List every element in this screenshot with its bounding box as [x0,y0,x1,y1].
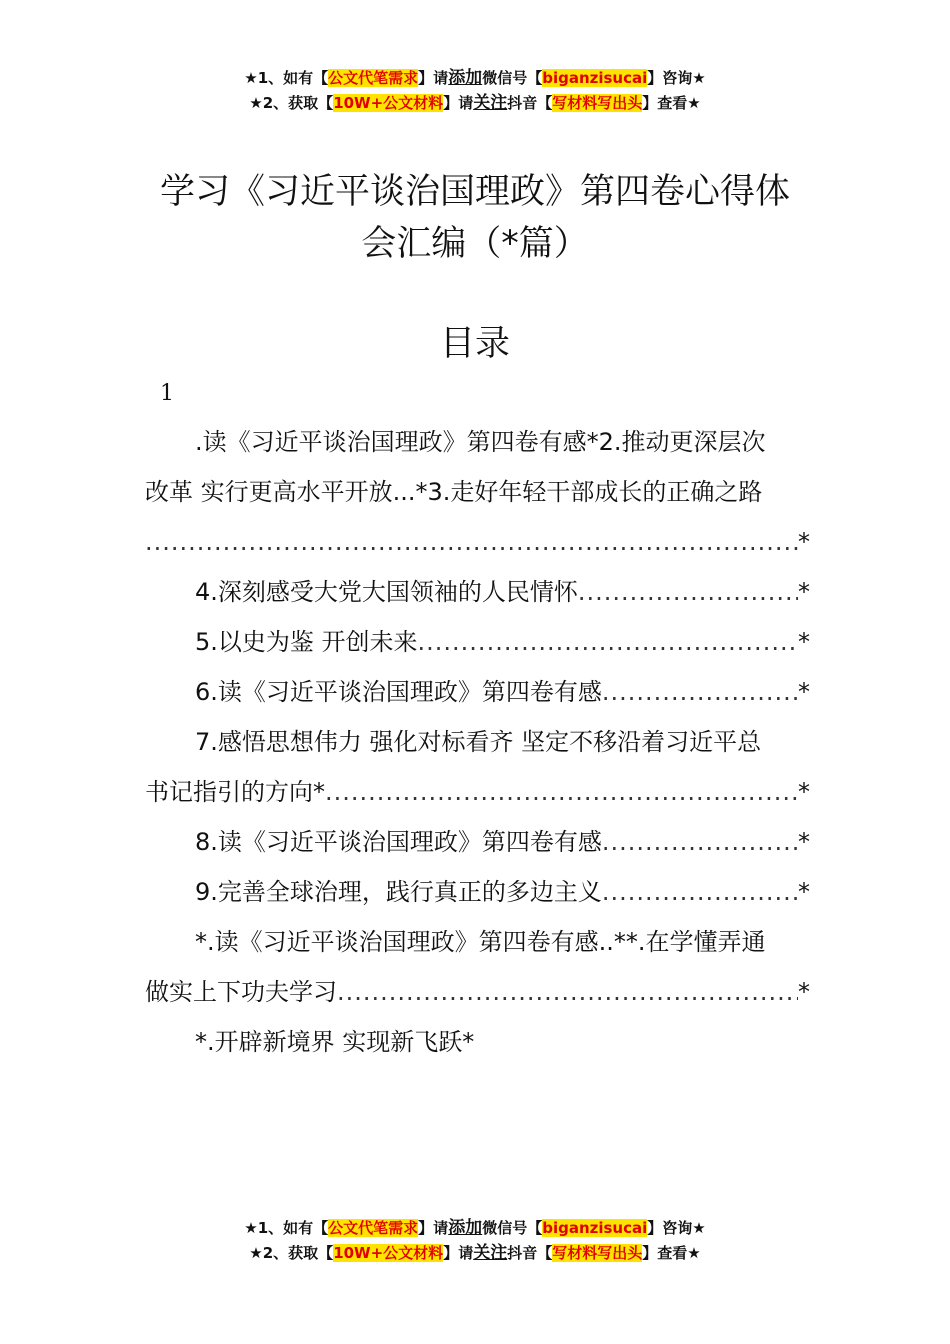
banner-text: 】咨询★ [647,69,706,87]
toc-entry-6[interactable] [145,667,810,717]
toc-page-marker: * [798,528,810,556]
banner-text: ★2、获取【 [249,1244,334,1262]
banner-wechat-id: biganzisucai [542,1219,648,1237]
toc-entry-text: 改革 实行更高水平开放...*3.走好年轻干部成长的正确之路 [145,478,763,506]
toc-page-marker: * [798,828,810,856]
banner-highlight: 公文代笔需求 [328,1219,419,1237]
banner-douyin-id: 写材料写出头 [552,94,643,112]
toc-entry-text: .读《习近平谈治国理政》第四卷有感*2.推动更深层次 [195,428,766,456]
banner-text: 】请 [418,69,449,87]
dot-leader [602,667,798,717]
dot-leader [325,767,798,817]
toc-page-marker: * [798,778,810,806]
banner-highlight: 公文代笔需求 [328,69,419,87]
banner-underlined: 添加 [448,1218,483,1238]
toc-entry-text: 9.完善全球治理，践行真正的多边主义 [195,878,602,906]
banner-text: 微信号【 [482,69,543,87]
banner-text: 】请 [443,94,474,112]
title-line-2: 会汇编（*篇） [361,224,589,264]
banner-line-1 [0,66,950,91]
top-banner [0,66,950,116]
toc-entry-text: 书记指引的方向* [145,778,325,806]
toc-entry-text: 6.读《习近平谈治国理政》第四卷有感 [195,678,602,706]
banner-underlined: 添加 [448,68,483,88]
toc-page-marker: * [798,628,810,656]
banner-douyin-id: 写材料写出头 [552,1244,643,1262]
banner-text: 】请 [418,1219,449,1237]
toc-entry-8[interactable] [145,817,810,867]
banner-text: ★2、获取【 [249,94,334,112]
toc-entry-9[interactable] [145,867,810,917]
bottom-banner [0,1216,950,1266]
toc-entry-1[interactable] [145,417,810,567]
title-line-1: 学习《习近平谈治国理政》第四卷心得体 [159,172,790,212]
toc-entry-5[interactable] [145,617,810,667]
toc-page-marker: * [798,578,810,606]
toc-page-marker: * [798,978,810,1006]
toc-entry-text: 5.以史为鉴 开创未来 [195,628,418,656]
banner-text: 】请 [443,1244,474,1262]
banner-underlined: 关注 [473,93,508,113]
banner-text: ★1、如有【 [244,1219,329,1237]
dot-leader [602,867,798,917]
dot-leader [337,967,798,1017]
dot-leader [578,567,798,617]
dot-leader [418,617,798,667]
toc-entry-10[interactable] [145,917,810,1017]
toc-entry-12[interactable] [145,1017,810,1067]
toc-page-marker: * [798,678,810,706]
banner-text: 】查看★ [642,1244,701,1262]
banner-text: 】查看★ [642,94,701,112]
banner-text: 微信号【 [482,1219,543,1237]
toc-entry-7[interactable] [145,717,810,817]
banner-line-2 [0,1241,950,1266]
toc-entry-text: 做实上下功夫学习 [145,978,337,1006]
banner-underlined: 关注 [473,1243,508,1263]
dot-leader [145,517,798,567]
page-number: 1 [160,381,174,406]
banner-text: 】咨询★ [647,1219,706,1237]
toc-entry-text: 7.感悟思想伟力 强化对标看齐 坚定不移沿着习近平总 [195,728,762,756]
toc-page-marker: * [798,878,810,906]
toc-entry-4[interactable] [145,567,810,617]
banner-text: ★1、如有【 [244,69,329,87]
document-title [140,166,810,270]
toc-entry-text: 8.读《习近平谈治国理政》第四卷有感 [195,828,602,856]
banner-text: 抖音【 [507,1244,553,1262]
toc-heading: 目录 [439,324,510,364]
banner-text: 抖音【 [507,94,553,112]
toc-entry-text: 4.深刻感受大党大国领袖的人民情怀 [195,578,578,606]
banner-line-2 [0,91,950,116]
banner-highlight: 10W+公文材料 [333,1244,444,1262]
banner-line-1 [0,1216,950,1241]
dot-leader [602,817,798,867]
toc-entry-text: *.读《习近平谈治国理政》第四卷有感..**.在学懂弄通 [195,928,766,956]
banner-highlight: 10W+公文材料 [333,94,444,112]
toc-entry-text: *.开辟新境界 实现新飞跃* [195,1028,475,1056]
banner-wechat-id: biganzisucai [542,69,648,87]
